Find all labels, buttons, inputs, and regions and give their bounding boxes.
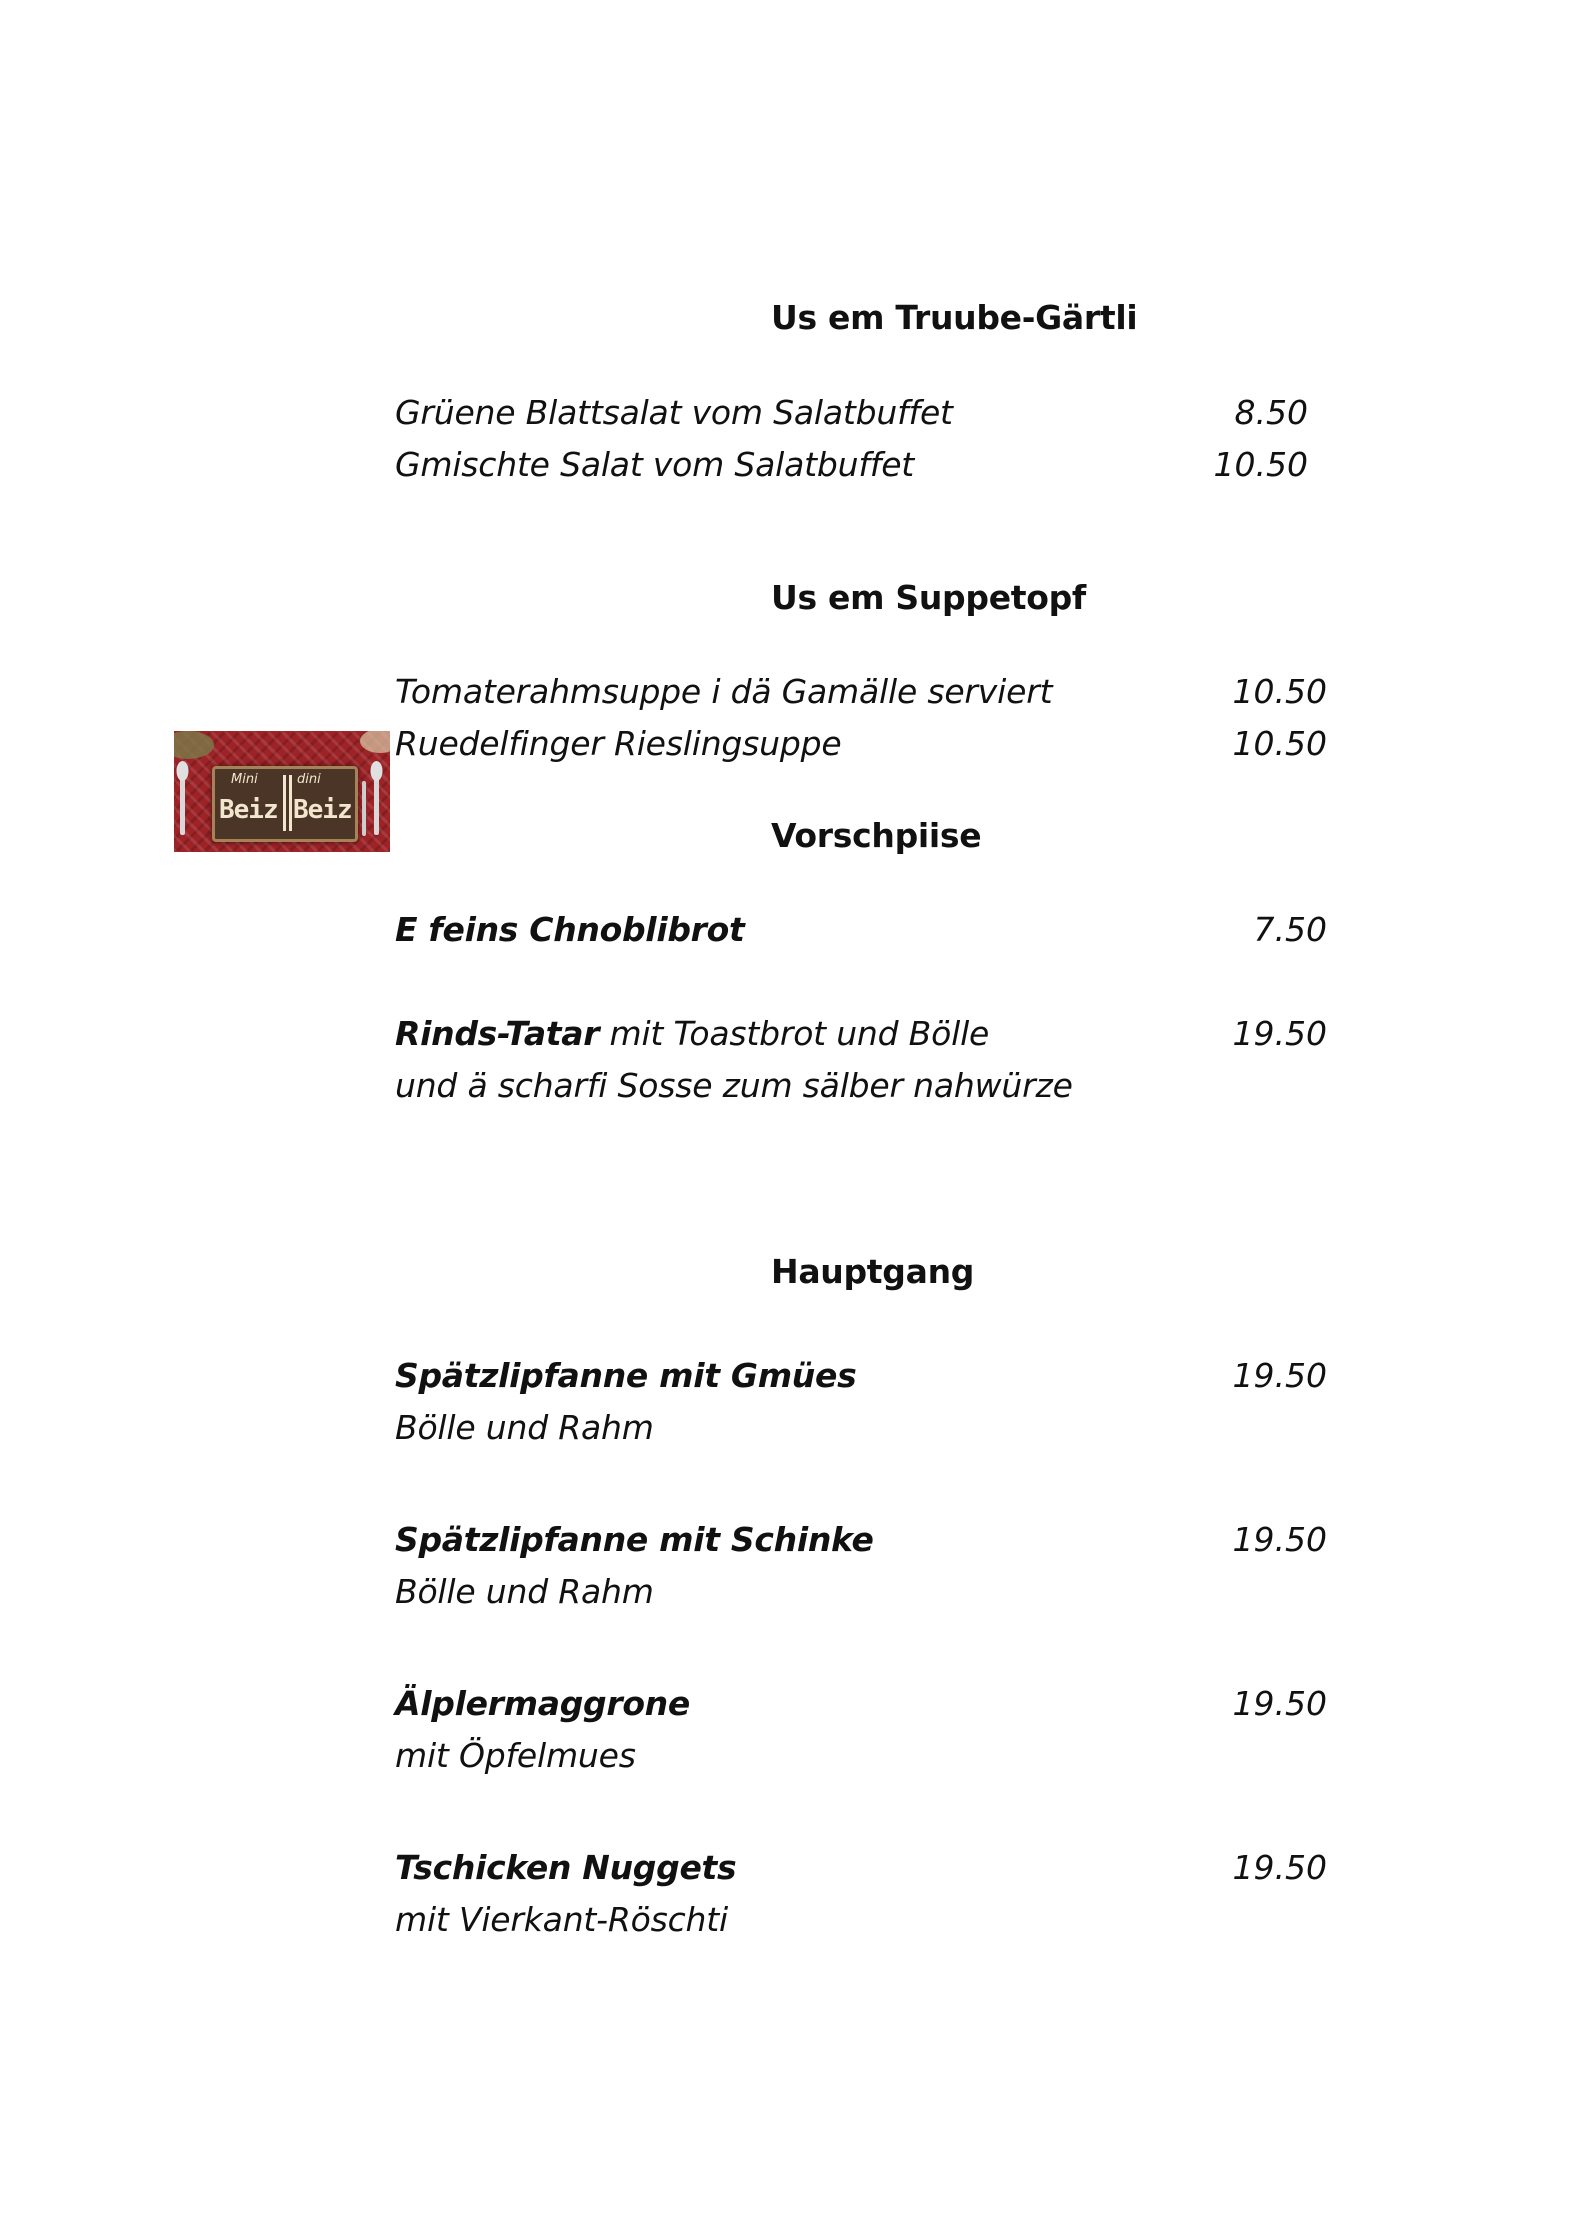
logo-text-big-right: Beiz [293, 795, 352, 825]
menu-item-price: 10.50 [1232, 672, 1327, 711]
menu-item-description: Bölle und Rahm [395, 1408, 654, 1447]
menu-item-price: 8.50 [1234, 393, 1308, 432]
restaurant-logo [174, 731, 390, 852]
menu-item-description: mit Öpfelmues [395, 1736, 636, 1775]
menu-item-price: 19.50 [1232, 1684, 1327, 1723]
section-heading-vorspeise: Vorschpiise [771, 816, 982, 855]
menu-item-name: Rinds-Tatar [395, 1014, 600, 1053]
menu-item-name: Grüene Blattsalat vom Salatbuffet [395, 393, 953, 432]
menu-item-name: Spätzlipfanne mit Gmües [395, 1356, 857, 1395]
logo-text-small-left: Mini [231, 772, 258, 787]
menu-item-name: Tomaterahmsuppe i dä Gamälle serviert [395, 672, 1053, 711]
menu-item-name: Ruedelfinger Rieslingsuppe [395, 724, 842, 763]
menu-item-description: Bölle und Rahm [395, 1572, 654, 1611]
menu-item-description: und ä scharfi Sosse zum sälber nahwürze [395, 1066, 1073, 1105]
menu-item-price: 19.50 [1232, 1848, 1327, 1887]
menu-item-price: 19.50 [1232, 1356, 1327, 1395]
menu-item-title-line [395, 1014, 989, 1053]
section-heading-suppe: Us em Suppetopf [771, 578, 1086, 617]
logo-text-small-right: dini [297, 772, 321, 787]
knife-divider-icon [289, 775, 292, 831]
menu-item-name: Älplermaggrone [395, 1684, 690, 1723]
fork-divider-icon [283, 775, 286, 831]
menu-item-name-rest: mit Toastbrot und Bölle [599, 1014, 990, 1053]
menu-item-name: Tschicken Nuggets [395, 1848, 737, 1887]
section-heading-hauptgang: Hauptgang [771, 1252, 975, 1291]
menu-item-price: 19.50 [1232, 1520, 1327, 1559]
chalkboard [212, 766, 358, 842]
logo-text-big-left: Beiz [219, 795, 278, 825]
menu-item-price: 10.50 [1232, 724, 1327, 763]
section-heading-salat: Us em Truube-Gärtli [771, 298, 1138, 337]
menu-item-price: 10.50 [1213, 445, 1308, 484]
menu-item-price: 19.50 [1232, 1014, 1327, 1053]
menu-item-name: Spätzlipfanne mit Schinke [395, 1520, 874, 1559]
menu-item-price: 7.50 [1253, 910, 1327, 949]
menu-item-name: Gmischte Salat vom Salatbuffet [395, 445, 915, 484]
menu-item-description: mit Vierkant-Röschti [395, 1900, 728, 1939]
menu-item-name: E feins Chnoblibrot [395, 910, 745, 949]
